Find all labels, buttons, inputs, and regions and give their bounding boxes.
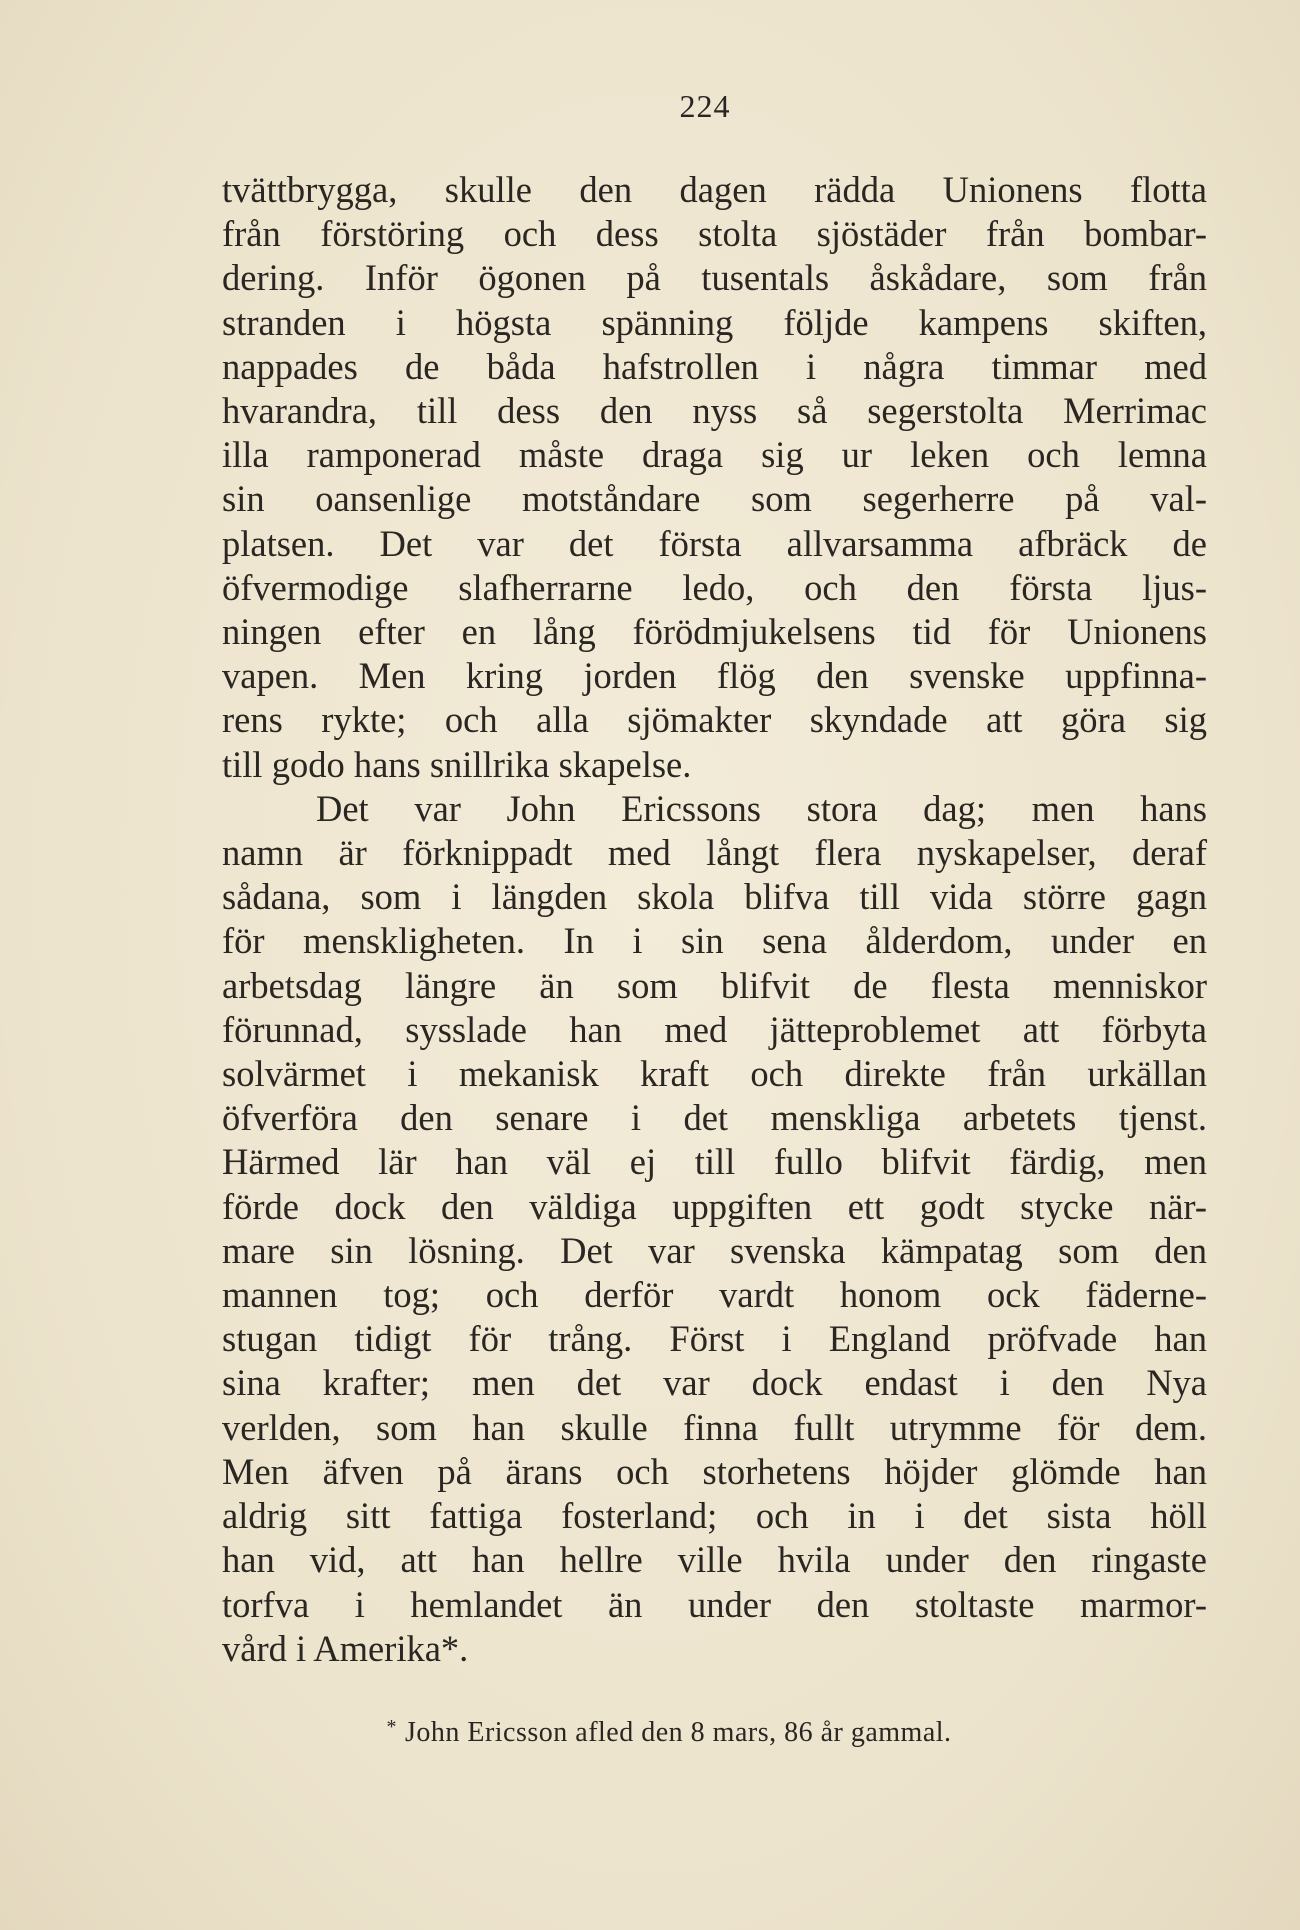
text-line: förunnad, sysslade han med jätteproblemet att förbyta (222, 1008, 1207, 1050)
text-line: vård i Amerika*. (222, 1627, 469, 1669)
text-line: aldrig sitt fattiga fosterland; och in i det sista höll (222, 1495, 1207, 1537)
text-line: sin oansenlige motståndare som segerherre på val- (222, 478, 1207, 520)
text-line: från förstöring och dess stolta sjöstäder från bombar- (222, 213, 1207, 255)
text-line: torfva i hemlandet än under den stoltaste marmor- (222, 1583, 1207, 1625)
text-line: stugan tidigt för trång. Först i England pröfvade han (222, 1318, 1207, 1360)
text-line: rens rykte; och alla sjömakter skyndade att göra sig (222, 699, 1207, 741)
text-line: Härmed lär han väl ej till fullo blifvit färdig, men (222, 1141, 1207, 1183)
text-line: sådana, som i längden skola blifva till vida större gagn (222, 876, 1207, 918)
footnote-text: John Ericsson afled den 8 mars, 86 år gammal. (404, 1717, 952, 1748)
text-line: Det var John Ericssons stora dag; men hans (316, 787, 1207, 829)
text-line: ningen efter en lång förödmjukelsens tid för Unionens (222, 611, 1207, 653)
text-line: sina krafter; men det var dock endast i den Nya (222, 1362, 1207, 1404)
text-line: namn är förknippadt med långt flera nyskapelser, deraf (222, 832, 1207, 874)
text-line: mannen tog; och derför vardt honom ock fäderne- (222, 1274, 1207, 1316)
text-line: vapen. Men kring jorden flög den svenske uppfinna- (222, 655, 1207, 697)
text-line: öfvermodige slafherrarne ledo, och den första ljus- (222, 566, 1207, 608)
text-line: för menskligheten. In i sin sena ålderdom, under en (222, 920, 1207, 962)
text-line: han vid, att han hellre ville hvila under den ringaste (222, 1539, 1207, 1581)
text-line: förde dock den väldiga uppgiften ett godt stycke när- (222, 1185, 1207, 1227)
text-line: till godo hans snillrika skapelse. (222, 743, 692, 785)
text-line: arbetsdag längre än som blifvit de flesta menniskor (222, 964, 1207, 1006)
page-number: 224 (679, 88, 731, 124)
footnote-mark: * (386, 1716, 397, 1738)
text-line: stranden i högsta spänning följde kampens skiften, (222, 301, 1207, 343)
text-line: Men äfven på ärans och storhetens höjder glömde han (222, 1450, 1207, 1492)
text-line: dering. Inför ögonen på tusentals åskådare, som från (222, 257, 1207, 299)
text-line: verlden, som han skulle finna fullt utrymme för dem. (222, 1406, 1207, 1448)
text-line: tvättbrygga, skulle den dagen rädda Unionens flotta (222, 169, 1207, 210)
paragraph-2 (222, 787, 1207, 1671)
text-line: nappades de båda hafstrollen i några timmar med (222, 345, 1207, 387)
body-text (222, 168, 1207, 1671)
text-line: mare sin lösning. Det var svenska kämpatag som den (222, 1229, 1207, 1271)
text-line: illa ramponerad måste draga sig ur leken och lemna (222, 434, 1207, 476)
text-line: solvärmet i mekanisk kraft och direkte från urkällan (222, 1053, 1207, 1095)
footnote (0, 1716, 1300, 1749)
text-line: öfverföra den senare i det menskliga arbetets tjenst. (222, 1097, 1207, 1139)
text-line: platsen. Det var det första allvarsamma afbräck de (222, 522, 1207, 564)
text-line: hvarandra, till dess den nyss så segerstolta Merrimac (222, 390, 1207, 432)
paragraph-1 (222, 168, 1207, 787)
